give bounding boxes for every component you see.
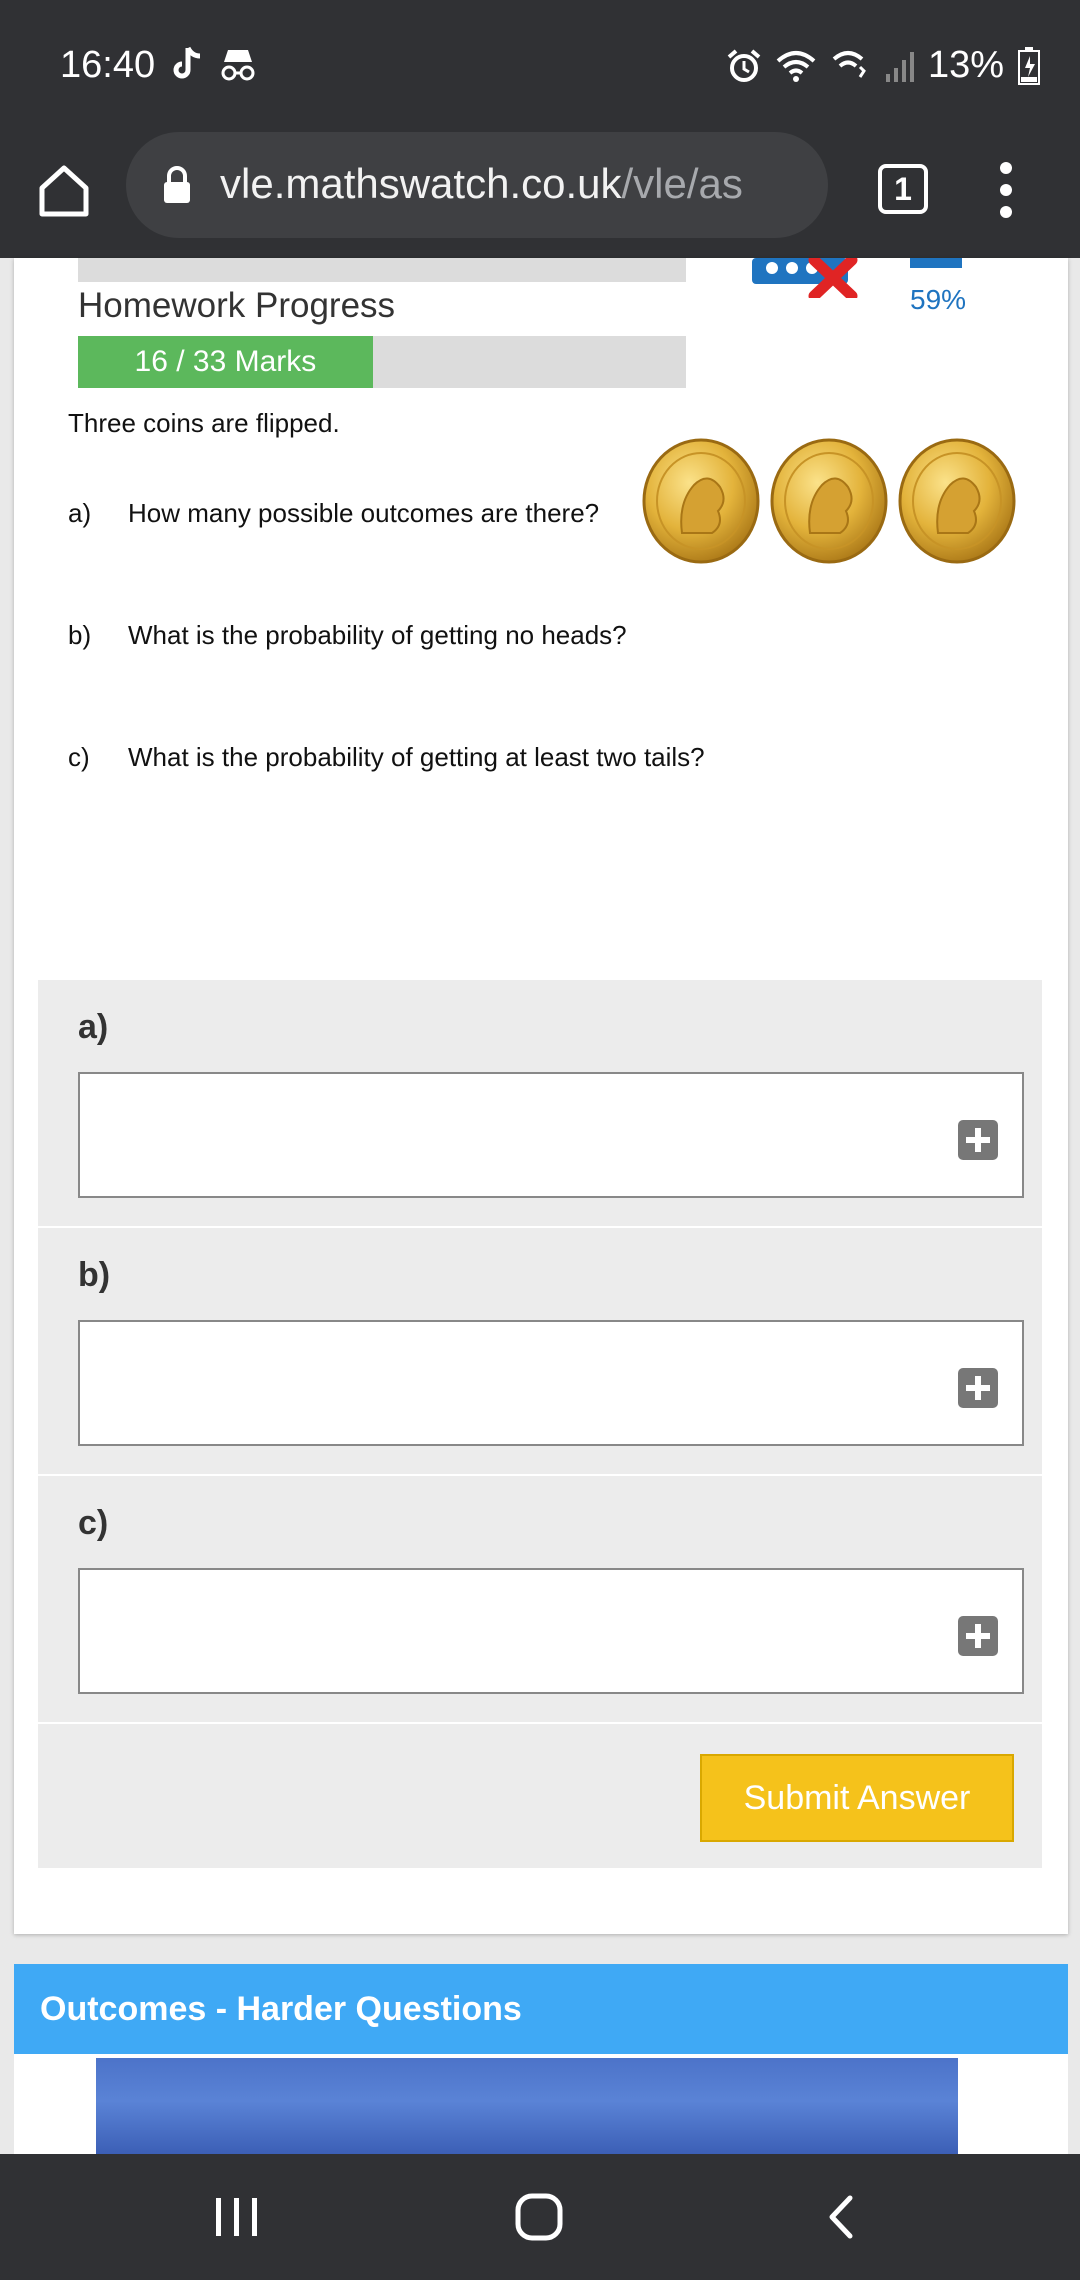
part-letter: c) — [68, 742, 90, 772]
status-bar — [0, 0, 1080, 132]
url-host: vle.mathswatch.co.uk — [220, 160, 622, 207]
incognito-icon — [218, 46, 258, 82]
battery-charging-icon — [1018, 47, 1040, 85]
overflow-menu-icon[interactable] — [996, 162, 1016, 226]
url-path: /vle/as — [621, 160, 743, 207]
recent-apps-icon[interactable] — [212, 2194, 262, 2240]
answer-block-a — [38, 980, 1042, 1228]
plus-icon[interactable] — [958, 1616, 998, 1656]
question-intro: Three coins are flipped. — [68, 408, 340, 438]
plus-icon[interactable] — [958, 1368, 998, 1408]
part-letter: a) — [68, 498, 92, 528]
answer-input-a[interactable] — [78, 1072, 1024, 1198]
video-unavailable-icon[interactable] — [752, 258, 872, 298]
submit-answer-button[interactable]: Submit Answer — [700, 1754, 1014, 1842]
homework-progress-fill: 16 / 33 Marks — [78, 336, 373, 388]
browser-toolbar — [0, 132, 1080, 258]
back-icon[interactable] — [824, 2194, 858, 2240]
part-text: What is the probability of getting at least two tails? — [128, 742, 705, 772]
score-indicator — [910, 258, 962, 268]
previous-progress-bar — [78, 258, 686, 282]
coin-image — [770, 438, 888, 564]
question-part-a — [68, 498, 599, 529]
system-navigation-bar — [0, 2154, 1080, 2280]
question-part-b — [68, 620, 627, 651]
coin-image — [898, 438, 1016, 564]
answer-block-c — [38, 1476, 1042, 1724]
home-nav-icon[interactable] — [514, 2192, 564, 2242]
status-time: 16:40 — [60, 44, 156, 86]
homework-progress-label: Homework Progress — [78, 286, 396, 325]
coin-image — [642, 438, 760, 564]
tab-switcher-button[interactable]: 1 — [878, 164, 928, 214]
alarm-icon — [726, 48, 762, 84]
question-card — [14, 258, 1068, 1934]
wifi-icon — [776, 49, 816, 83]
outcomes-section-header[interactable]: Outcomes - Harder Questions — [14, 1964, 1068, 2054]
answer-input-c[interactable] — [78, 1568, 1024, 1694]
answer-label: b) — [78, 1256, 111, 1294]
question-part-c — [68, 742, 705, 773]
tiktok-icon — [172, 46, 202, 82]
lock-icon — [162, 166, 192, 204]
video-thumbnail[interactable] — [96, 2058, 958, 2154]
answer-input-b[interactable] — [78, 1320, 1024, 1446]
homework-progress-bar — [78, 336, 686, 388]
coins-image — [642, 438, 1016, 564]
url-text[interactable] — [220, 160, 743, 208]
wifi-calling-icon — [830, 49, 870, 83]
battery-percent: 13% — [927, 44, 1004, 86]
part-text: What is the probability of getting no heads? — [128, 620, 627, 650]
home-icon[interactable] — [34, 160, 94, 220]
signal-icon — [884, 50, 914, 82]
answer-label: a) — [78, 1008, 109, 1046]
part-text: How many possible outcomes are there? — [128, 498, 600, 528]
part-letter: b) — [68, 620, 92, 650]
answer-label: c) — [78, 1504, 109, 1542]
score-percent: 59% — [910, 284, 967, 315]
address-bar[interactable] — [126, 132, 828, 238]
plus-icon[interactable] — [958, 1120, 998, 1160]
answer-section — [38, 980, 1042, 1868]
answer-block-b — [38, 1228, 1042, 1476]
